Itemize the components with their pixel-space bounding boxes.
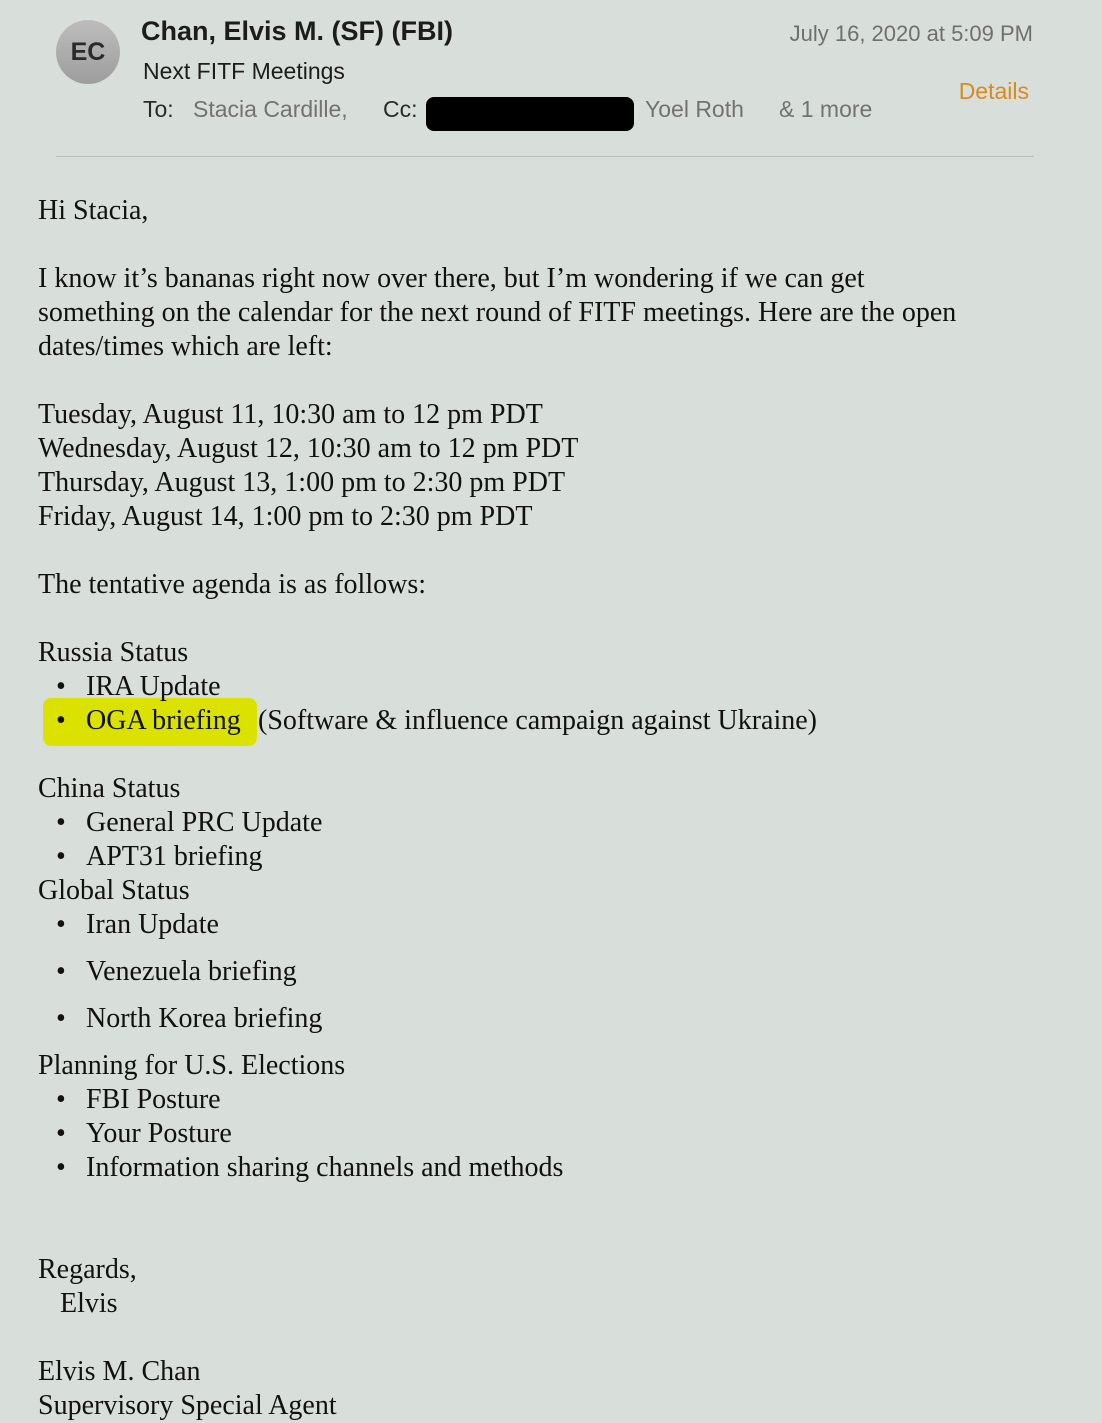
details-link[interactable]: Details (958, 78, 1029, 104)
agenda-item-text: Information sharing channels and methods (86, 1152, 564, 1183)
more-recipients-link[interactable]: & 1 more (779, 96, 873, 122)
sender-avatar[interactable]: EC (56, 20, 120, 84)
closing-name: Elvis (60, 1288, 118, 1319)
intro-line-3: dates/times which are left: (38, 331, 333, 362)
bullet-point: • (56, 1118, 66, 1149)
intro-line-2: something on the calendar for the next round of FITF meetings. Here are the open (38, 297, 957, 328)
agenda-intro: The tentative agenda is as follows: (38, 569, 426, 600)
closing: Regards, (38, 1254, 137, 1285)
agenda-item-note: (Software & influence campaign against Ukraine) (258, 705, 818, 736)
message-subject: Next FITF Meetings (143, 58, 345, 84)
date-option: Wednesday, August 12, 10:30 am to 12 pm PDT (38, 433, 579, 464)
agenda-item-text: North Korea briefing (86, 1003, 323, 1034)
date-option: Thursday, August 13, 1:00 pm to 2:30 pm PDT (38, 467, 566, 498)
cc-label: Cc: (383, 96, 418, 122)
agenda-item-text: IRA Update (86, 671, 221, 702)
header-divider (56, 156, 1034, 157)
signature-name: Elvis M. Chan (38, 1356, 201, 1387)
date-option: Tuesday, August 11, 10:30 am to 12 pm PDT (38, 399, 543, 430)
bullet-point: • (56, 956, 66, 987)
agenda-item-text: FBI Posture (86, 1084, 221, 1115)
agenda-item-text-highlighted: OGA briefing (86, 705, 241, 736)
bullet-point: • (56, 1084, 66, 1115)
bullet-point: • (56, 807, 66, 838)
to-label: To: (143, 96, 174, 122)
redaction-box (426, 97, 634, 131)
message-header (0, 0, 1102, 160)
cc-recipient[interactable]: Yoel Roth (645, 96, 744, 122)
bullet-point: • (56, 841, 66, 872)
signature-title: Supervisory Special Agent (38, 1390, 337, 1421)
greeting: Hi Stacia, (38, 195, 149, 226)
intro-line-1: I know it’s bananas right now over there, but I’m wondering if we can get (38, 263, 865, 294)
bullet-point: • (56, 1152, 66, 1183)
bullet-point: • (56, 671, 66, 702)
section-heading: Global Status (38, 875, 190, 906)
section-heading: Russia Status (38, 637, 189, 668)
bullet-point: • (56, 705, 66, 736)
message-date: July 16, 2020 at 5:09 PM (789, 21, 1033, 46)
section-heading: Planning for U.S. Elections (38, 1050, 346, 1081)
sender-name[interactable]: Chan, Elvis M. (SF) (FBI) (141, 16, 454, 46)
bullet-point: • (56, 1003, 66, 1034)
agenda-item-text: Venezuela briefing (86, 956, 297, 987)
agenda-item-text: Iran Update (86, 909, 219, 940)
section-heading: China Status (38, 773, 181, 804)
agenda-item-text: General PRC Update (86, 807, 323, 838)
bullet-point: • (56, 909, 66, 940)
to-recipient[interactable]: Stacia Cardille, (193, 96, 348, 122)
date-option: Friday, August 14, 1:00 pm to 2:30 pm PDT (38, 501, 533, 532)
agenda-item-text: APT31 briefing (86, 841, 263, 872)
agenda-item-text: Your Posture (86, 1118, 232, 1149)
